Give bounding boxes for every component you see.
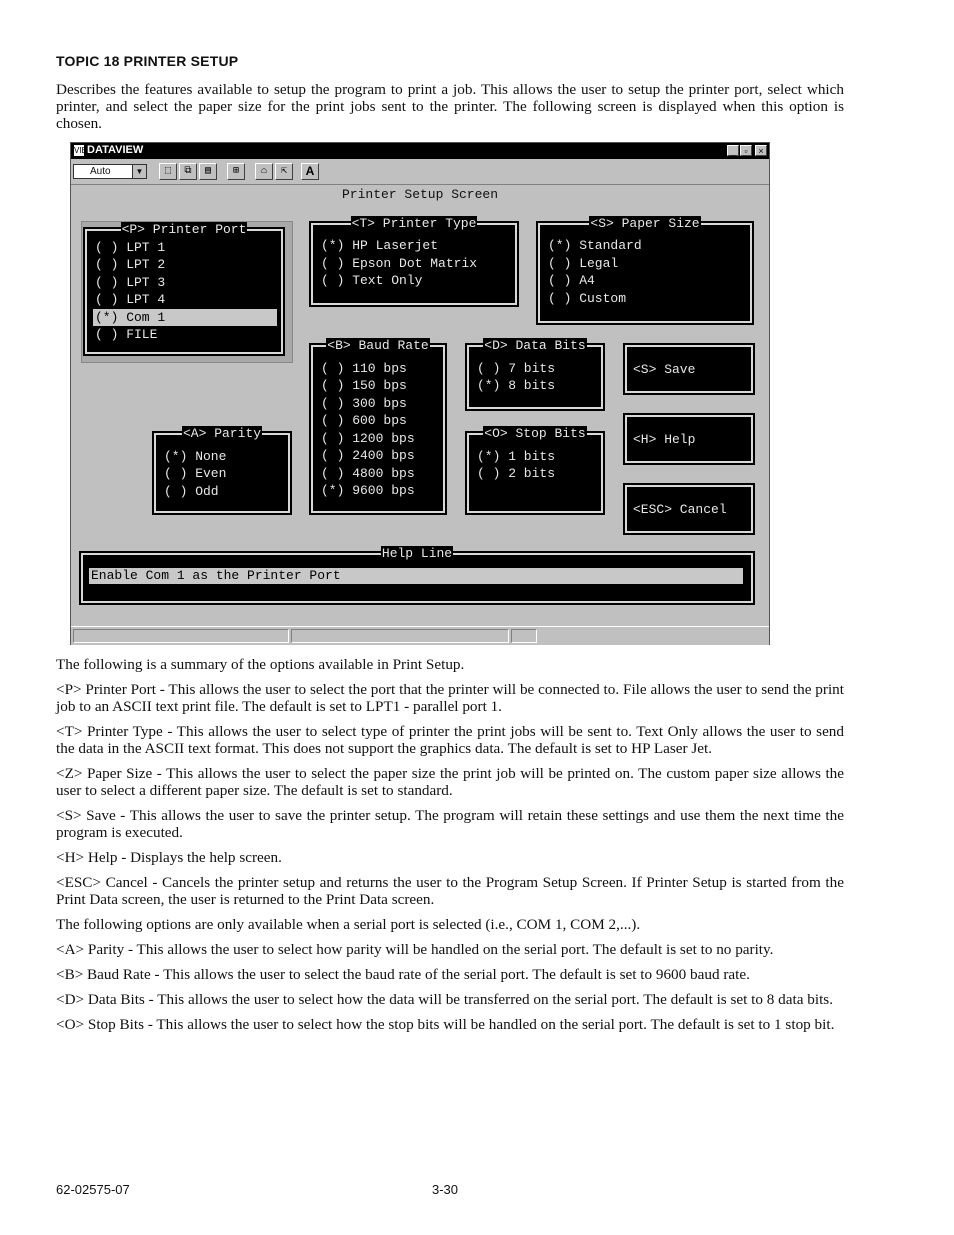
size-dropdown-value: Auto — [90, 166, 111, 177]
baud-option-300[interactable]: ( ) 300 bps — [321, 396, 407, 411]
type-option-hp-laserjet[interactable]: (*) HP Laserjet — [321, 238, 439, 253]
printer-setup-screen — [71, 185, 769, 625]
summary-cancel: <ESC> Cancel - Cancels the printer setup and returns the user to the Program Setup Screen. If Printer Setup is started from the Print Data screen, the user is returned to the Print Data screen. — [56, 874, 844, 908]
copy-icon[interactable]: ⬚ — [159, 163, 177, 180]
parity-option-odd[interactable]: ( ) Odd — [164, 484, 219, 499]
settings-icon[interactable]: ⌂ — [255, 163, 273, 180]
port-option-file[interactable]: ( ) FILE — [95, 327, 158, 342]
baud-option-600[interactable]: ( ) 600 bps — [321, 413, 407, 428]
summary-help: <H> Help - Displays the help screen. — [56, 849, 282, 866]
baud-option-2400[interactable]: ( ) 2400 bps — [321, 448, 415, 463]
paste-icon[interactable]: ⧉ — [179, 163, 197, 180]
summary-parity: <A> Parity - This allows the user to select how parity will be handled on the serial port. The default is set to no parity. — [56, 941, 774, 958]
help-line-legend: Help Line — [381, 546, 453, 561]
port-option-lpt2[interactable]: ( ) LPT 2 — [95, 257, 166, 272]
help-line-text: Enable Com 1 as the Printer Port — [89, 568, 743, 584]
intro-paragraph: Describes the features available to setup the program to print a job. This allows the user to setup the printer port, select which printer, and select the paper size for the print jobs sent to the printer. The following screen is displayed when this option is chosen. — [56, 81, 844, 132]
toolbar — [71, 160, 769, 185]
printer-port-group — [85, 222, 283, 354]
stopbits-option-2[interactable]: ( ) 2 bits — [477, 466, 556, 481]
paper-size-group — [538, 216, 752, 323]
save-button[interactable] — [625, 345, 753, 393]
page-number: 3-30 — [432, 1182, 459, 1197]
cancel-button[interactable] — [625, 485, 753, 533]
summary-save: <S> Save - This allows the user to save the printer setup. The program will retain these settings and use them the next time the program is executed. — [56, 807, 844, 841]
baud-rate-legend: <B> Baud Rate — [327, 338, 429, 353]
printer-type-legend: <T> Printer Type — [351, 216, 477, 231]
summary-data-bits: <D> Data Bits - This allows the user to select how the data will be transferred on the serial port. The default is set to 8 data bits. — [56, 991, 834, 1008]
status-panel-2 — [291, 629, 509, 643]
stopbits-option-1[interactable]: (*) 1 bits — [477, 449, 556, 464]
paper-option-standard[interactable]: (*) Standard — [548, 238, 642, 253]
baud-option-110[interactable]: ( ) 110 bps — [321, 361, 407, 376]
baud-rate-group — [311, 338, 445, 513]
help-line — [81, 546, 753, 603]
paper-option-custom[interactable]: ( ) Custom — [548, 291, 627, 306]
fit-icon[interactable]: ⇱ — [275, 163, 293, 180]
app-icon: VIB — [74, 146, 87, 155]
stop-bits-group — [467, 426, 603, 513]
summary-baud-rate: <B> Baud Rate - This allows the user to select the baud rate of the serial port. The default is set to 9600 baud rate. — [56, 966, 750, 983]
cancel-button-label: <ESC> Cancel — [633, 502, 727, 517]
baud-option-150[interactable]: ( ) 150 bps — [321, 378, 407, 393]
font-icon[interactable]: A — [301, 163, 319, 180]
summary-printer-type: <T> Printer Type - This allows the user to select type of printer the print jobs will be sent to. Text Only allows the user to send the data in the ASCII text format. This does not support the graphics data. The default is set to HP Laser Jet. — [56, 723, 844, 757]
status-panel-1 — [73, 629, 289, 643]
dataview-window — [70, 142, 770, 645]
summary-paper-size: <Z> Paper Size - This allows the user to select the paper size the print job will be printed on. The custom paper size allows the user to select a different paper size. The default is set to standard. — [56, 765, 844, 799]
port-option-lpt4[interactable]: ( ) LPT 4 — [95, 292, 166, 307]
paper-option-legal[interactable]: ( ) Legal — [548, 256, 619, 271]
baud-option-9600[interactable]: (*) 9600 bps — [321, 483, 415, 498]
paper-option-a4[interactable]: ( ) A4 — [548, 273, 595, 288]
parity-option-none[interactable]: (*) None — [164, 449, 227, 464]
type-option-text-only[interactable]: ( ) Text Only — [321, 273, 423, 288]
save-button-label: <S> Save — [633, 362, 696, 377]
title-bar[interactable] — [71, 143, 769, 159]
port-option-lpt1[interactable]: ( ) LPT 1 — [95, 240, 166, 255]
stop-bits-legend: <O> Stop Bits — [484, 426, 586, 441]
databits-option-8[interactable]: (*) 8 bits — [477, 378, 556, 393]
port-option-com1[interactable]: (*) Com 1 — [93, 309, 277, 326]
minimize-button[interactable]: _ — [727, 145, 739, 156]
summary-printer-port: <P> Printer Port - This allows the user to select the port that the printer will be connected to. File allows the user to send the print job to an ASCII text print file. The default is set to LPT1 - parallel port 1. — [56, 681, 844, 715]
summary-section — [56, 656, 844, 1041]
select-icon[interactable]: ⊞ — [227, 163, 245, 180]
topic-heading: TOPIC 18 PRINTER SETUP — [56, 53, 239, 69]
window-title: DATAVIEW — [87, 144, 144, 156]
summary-serial-note: The following options are only available when a serial port is selected (i.e., COM 1, COM 2,...). — [56, 916, 641, 933]
data-bits-group — [467, 338, 603, 409]
screen-title: Printer Setup Screen — [341, 187, 499, 202]
databits-option-7[interactable]: ( ) 7 bits — [477, 361, 556, 376]
summary-intro: The following is a summary of the options available in Print Setup. — [56, 656, 465, 673]
status-panel-3 — [511, 629, 537, 643]
parity-legend: <A> Parity — [182, 426, 261, 441]
parity-group — [154, 426, 290, 513]
maximize-button[interactable]: ▫ — [740, 145, 752, 156]
parity-option-even[interactable]: ( ) Even — [164, 466, 227, 481]
printer-type-group — [311, 216, 517, 305]
close-button[interactable]: × — [755, 145, 767, 156]
paper-size-legend: <S> Paper Size — [590, 216, 700, 231]
port-option-lpt3[interactable]: ( ) LPT 3 — [95, 275, 166, 290]
print-icon[interactable]: ▤ — [199, 163, 217, 180]
summary-stop-bits: <O> Stop Bits - This allows the user to select how the stop bits will be handled on the serial port. The default is set to 1 stop bit. — [56, 1016, 835, 1033]
baud-option-1200[interactable]: ( ) 1200 bps — [321, 431, 415, 446]
printer-port-legend: <P> Printer Port — [121, 222, 247, 237]
chevron-down-icon[interactable]: ▼ — [132, 165, 146, 178]
size-dropdown[interactable] — [73, 164, 147, 179]
type-option-epson[interactable]: ( ) Epson Dot Matrix — [321, 256, 478, 271]
status-bar — [71, 626, 769, 645]
data-bits-legend: <D> Data Bits — [484, 338, 586, 353]
help-button[interactable] — [625, 415, 753, 463]
baud-option-4800[interactable]: ( ) 4800 bps — [321, 466, 415, 481]
doc-number: 62-02575-07 — [56, 1182, 130, 1197]
help-button-label: <H> Help — [633, 432, 696, 447]
